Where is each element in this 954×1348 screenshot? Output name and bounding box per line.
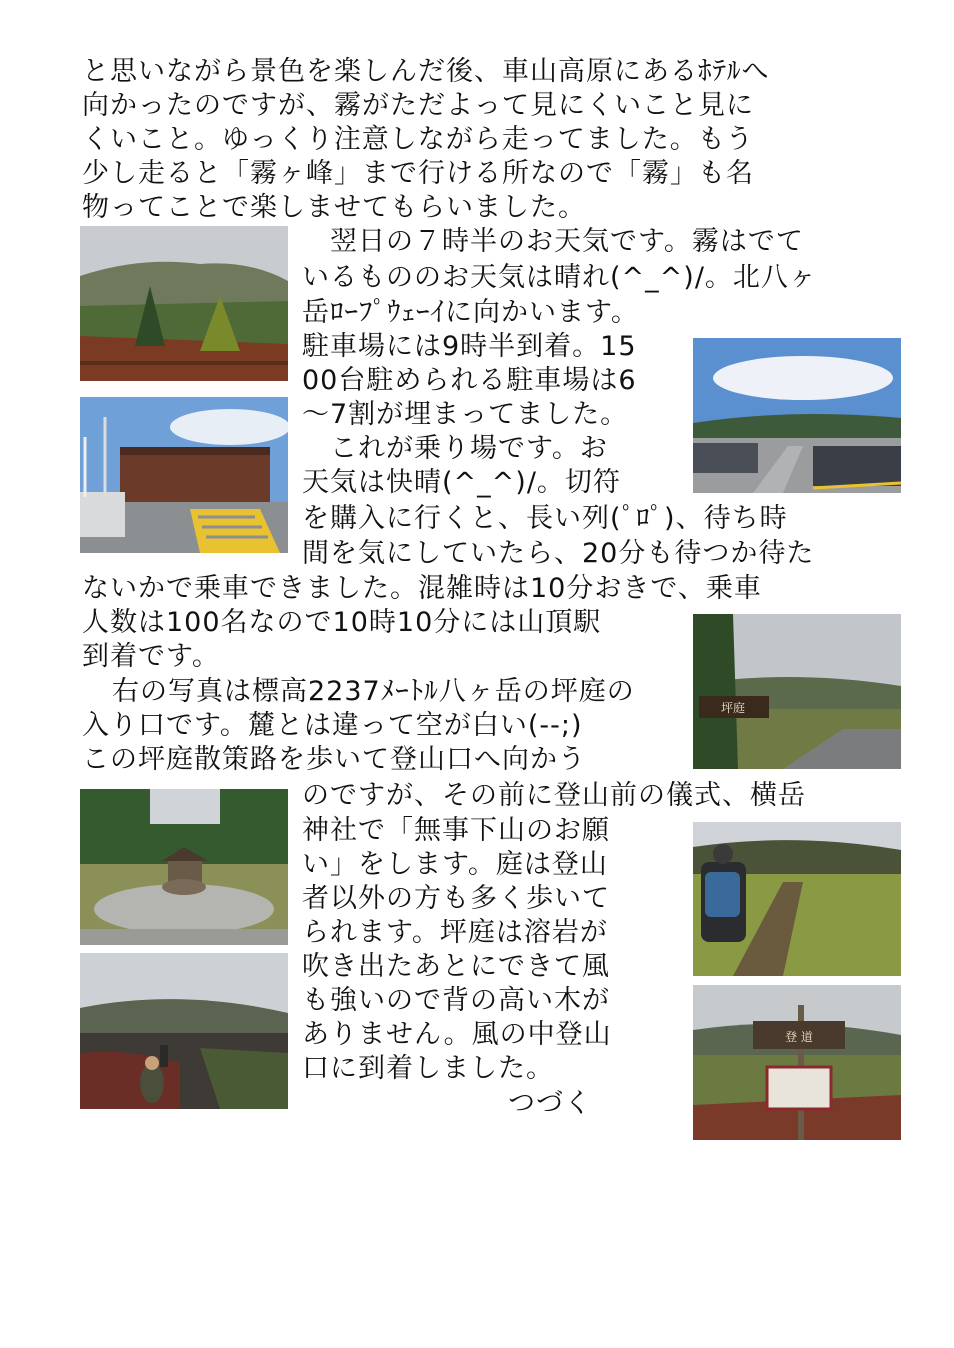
- photo-foggy-hills: [80, 226, 288, 381]
- continued-text: つづく: [508, 1088, 592, 1119]
- body-text-line: 到着です。: [82, 641, 220, 672]
- body-text-line: 天気は快晴(^_^)/。切符: [302, 467, 621, 498]
- body-text-line: 口に到着しました。: [302, 1053, 554, 1084]
- body-text-line: いるもののお天気は晴れ(^_^)/。北八ヶ: [302, 262, 817, 293]
- photo-hikers-path: [693, 822, 901, 976]
- body-text-line: 者以外の方も多く歩いて: [302, 883, 610, 914]
- photo-trail-sign: [693, 985, 901, 1140]
- body-text-line: 00台駐められる駐車場は6: [302, 365, 637, 396]
- body-text-line: くいこと。ゆっくり注意しながら走ってました。もう: [82, 124, 754, 155]
- body-text-line: この坪庭散策路を歩いて登山口へ向かう: [82, 744, 586, 775]
- photo-ropeway-station: [80, 397, 288, 553]
- body-text-line: ～7割が埋まってました。: [302, 399, 629, 430]
- body-text-line: ありません。風の中登山: [302, 1019, 612, 1050]
- body-text-line: 翌日の７時半のお天気です。霧はでて: [330, 226, 804, 257]
- sign-label: 登 道: [785, 1030, 813, 1044]
- body-text-line: 神社で「無事下山のお願: [302, 815, 610, 846]
- photo-parking-lot: [693, 338, 901, 493]
- body-text-line: を購入に行くと、長い列(ﾟﾛﾟ)、待ち時: [302, 503, 788, 534]
- body-text-line: 右の写真は標高2237ﾒｰﾄﾙ八ヶ岳の坪庭の: [112, 676, 635, 707]
- body-text-line: と思いながら景色を楽しんだ後、車山高原にあるﾎﾃﾙへ: [82, 56, 770, 87]
- body-text-line: これが乗り場です。お: [330, 433, 608, 464]
- body-text-line: 入り口です。麓とは違って空が白い(--;): [82, 710, 583, 741]
- body-text-line: い」をします。庭は登山: [302, 849, 608, 880]
- photo-tsuboniwa-entrance: [693, 614, 901, 769]
- body-text-line: 人数は100名なので10時10分には山頂駅: [82, 607, 602, 638]
- photo-lava-field: [80, 953, 288, 1109]
- sign-label: 坪庭: [720, 701, 746, 715]
- body-text-line: 吹き出たあとにできて風: [302, 951, 610, 982]
- body-text-line: のですが、その前に登山前の儀式、横岳: [302, 780, 806, 811]
- body-text-line: 物ってことで楽しませてもらいました。: [82, 192, 586, 223]
- body-text-line: 間を気にしていたら、20分も待つか待た: [302, 538, 815, 569]
- body-text-line: ないかで乗車できました。混雑時は10分おきで、乗車: [82, 573, 762, 604]
- body-text-line: 少し走ると「霧ヶ峰」まで行ける所なので「霧」も名: [82, 158, 754, 189]
- photo-yokodake-shrine: [80, 789, 288, 945]
- body-text-line: 駐車場には9時半到着。15: [302, 331, 637, 362]
- body-text-line: 向かったのですが、霧がただよって見にくいこと見に: [82, 90, 754, 121]
- body-text-line: も強いので背の高い木が: [302, 985, 610, 1016]
- body-text-line: られます。坪庭は溶岩が: [302, 917, 608, 948]
- body-text-line: 岳ﾛｰﾌﾟｳｪｰｲに向かいます。: [302, 297, 639, 328]
